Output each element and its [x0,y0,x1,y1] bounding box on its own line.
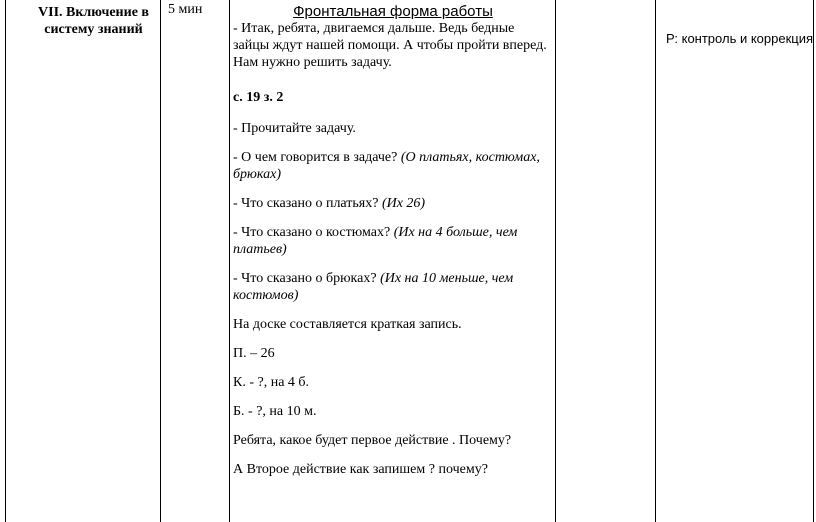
answer-text: (О платьях, костюмах, брюках) [233,150,540,182]
question-topic [233,149,553,183]
lesson-stage-title: VII. Включение в систему знаний [38,5,149,37]
table-divider-2 [229,0,230,522]
table-divider-4 [655,0,656,522]
question-trousers [233,270,553,304]
answer-text: (Их на 10 меньше, чем костюмов) [233,271,514,303]
answer-text: (Их на 4 больше, чем платьев) [233,225,518,257]
question-text: - Что сказано о платьях? [233,196,382,211]
question-text: - Что сказано о костюмах? [233,225,394,240]
short-record-dresses: П. – 26 [233,346,275,361]
question-text: - Что сказано о брюках? [233,271,381,286]
short-record-suits: К. - ?, на 4 б. [233,375,310,390]
intro-text: - Итак, ребята, двигаемся дальше. Ведь бедные зайцы ждут нашей помощи. А чтобы пройти вперед. Нам нужно решить задачу. [233,21,547,70]
answer-text: (Их 26) [381,196,426,211]
question-suits [233,224,553,258]
table-border-right [813,0,814,522]
uud-regulatory: Р: контроль и коррекция [666,31,814,46]
table-divider-1 [160,0,161,522]
activity-content [233,3,553,478]
stage-duration: 5 мин [168,2,203,17]
table-divider-3 [555,0,556,522]
question-first-action: Ребята, какое будет первое действие . Почему? [233,433,512,448]
question-read-task: - Прочитайте задачу. [233,121,356,136]
short-record-trousers: Б. - ?, на 10 м. [233,404,317,419]
table-border-left [5,0,6,522]
question-dresses [233,195,553,212]
board-note: На доске составляется краткая запись. [233,317,462,332]
task-reference: с. 19 з. 2 [233,90,284,105]
question-text: - О чем говорится в задаче? [233,150,401,165]
work-form-heading: Фронтальная форма работы [293,3,493,20]
question-second-action: А Второе действие как запишем ? почему? [233,462,488,477]
